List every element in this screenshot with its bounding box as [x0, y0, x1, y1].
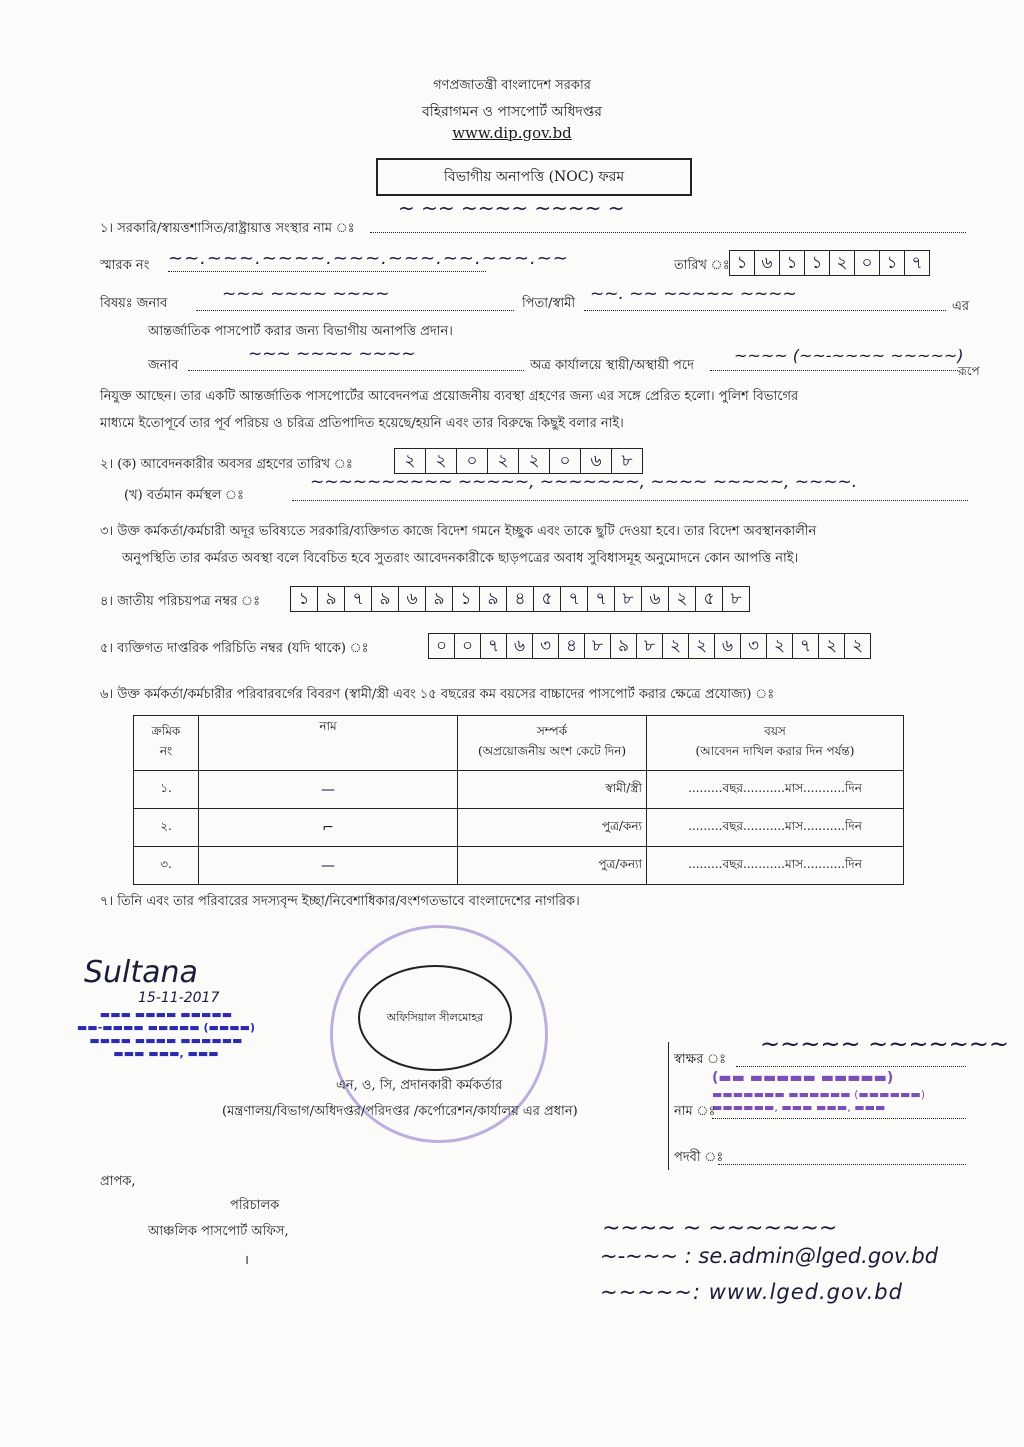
father-name-handwritten: ~~. ~~ ~~~~~ ~~~~ [590, 284, 797, 304]
digit-box: ৬ [580, 449, 611, 473]
name-dotted-line [712, 1118, 966, 1119]
digit-box: ৮ [614, 587, 641, 611]
subject-label: বিষয়ঃ জনাব [100, 296, 168, 311]
official-seal-placeholder: অফিসিয়াল সীলমোহর [358, 965, 512, 1071]
officer-line2: (মন্ত্রণালয়/বিভাগ/অধিদপ্তর/পরিদপ্তর /কর্পোরেশন/কার্যালয় এর প্রধান) [222, 1104, 578, 1119]
memo-date-boxes [729, 250, 930, 276]
name-header: নাম [199, 716, 458, 771]
digit-box: ২ [829, 251, 854, 275]
row-name: ⌐ [199, 809, 458, 847]
age-header [647, 716, 904, 771]
contact-website-address: www.lged.gov.bd [708, 1280, 903, 1304]
table-row [134, 847, 904, 885]
row-serial: ১. [134, 771, 199, 809]
digit-box: ২ [844, 634, 870, 658]
digit-box: ২ [425, 449, 456, 473]
digit-box: ৯ [610, 634, 636, 658]
website-link[interactable]: www.dip.gov.bd [452, 124, 572, 142]
relation-header-line1: সম্পর্ক [536, 724, 568, 738]
digit-box: ০ [549, 449, 580, 473]
serial-header-line2: নং [159, 744, 173, 758]
item3-line2: অনুপস্থিতি তার কর্মরত অবস্থা বলে বিবেচিত হবে সুতরাং আবেদনকারীকে ছাড়পত্রের অবাধ সুবিধাসমূহ অনুমোদনে কোন আপত্তি নাই। [122, 551, 799, 566]
officer-line1: এন, ও, সি, প্রদানকারী কর্মকর্তার [336, 1078, 503, 1093]
designation-label: পদবী ঃ [674, 1150, 724, 1165]
name-label: নাম ঃ [674, 1104, 716, 1119]
digit-box: ২ [688, 634, 714, 658]
digit-box: ৬ [641, 587, 668, 611]
digit-box: ৮ [722, 587, 749, 611]
digit-box: ১ [452, 587, 479, 611]
digit-box: ০ [456, 449, 487, 473]
body-paragraph-line2: মাধ্যমে ইতোপূর্বে তার পূর্ব পরিচয় ও চরিত্র প্রতিপাদিত হয়েছে/হয়নি এবং তার বিরুদ্ধে কিছুই বলার নাই। [100, 416, 624, 431]
digit-box: ৯ [425, 587, 452, 611]
digit-box: ১ [879, 251, 904, 275]
age-header-line2: (আবেদন দাখিল করার দিন পর্যন্ত) [695, 744, 855, 758]
digit-box: ২ [487, 449, 518, 473]
row-age: .........বছর...........মাস...........দিন [647, 847, 904, 885]
designation-dotted-line [718, 1164, 966, 1165]
father-husband-label: পিতা/স্বামী [522, 296, 576, 311]
contact-email-address: se.admin@lged.gov.bd [698, 1244, 939, 1268]
subject-suffix: এর [952, 299, 970, 314]
row-serial: ২. [134, 809, 199, 847]
digit-box: ৮ [611, 449, 642, 473]
body-name-dotted-line [188, 370, 524, 371]
recipient-director: পরিচালক [230, 1198, 280, 1213]
rupe-text: রূপে [958, 364, 980, 378]
digit-box: ১ [736, 253, 748, 273]
memo-dotted-line [168, 271, 486, 272]
right-signature: ~~~~~ ~~~~~~~ [760, 1030, 1009, 1058]
digit-box: ২ [766, 634, 792, 658]
family-table [133, 715, 904, 885]
relation-header-line2: (অপ্রয়োজনীয় অংশ কেটে দিন) [477, 744, 627, 758]
digit-box: ৮ [584, 634, 610, 658]
digit-box: ৫ [695, 587, 722, 611]
digit-box: ০ [435, 636, 448, 656]
digit-box: ০ [854, 251, 879, 275]
officer-name-stamp: (▬▬ ▬▬▬▬▬ ▬▬▬▬▬) [712, 1070, 894, 1086]
memo-number-handwritten: ~~.~~~.~~~~.~~~.~~~.~~.~~~.~~ [168, 248, 569, 269]
item2a-label: ২। (ক) আবেদনকারীর অবসর গ্রহণের তারিখ ঃ [100, 457, 353, 472]
recipient-label: প্রাপক, [100, 1174, 136, 1189]
item4-label: ৪। জাতীয় পরিচয়পত্র নম্বর ঃ [100, 594, 261, 609]
relation-header [458, 716, 647, 771]
row-age: .........বছর...........মাস...........দিন [647, 771, 904, 809]
row-relation: পুত্র/কন্যা [458, 847, 647, 885]
digit-box: ৭ [344, 587, 371, 611]
digit-box: ২ [404, 451, 416, 471]
digit-box: ১ [298, 589, 310, 609]
signature-block-divider [668, 1042, 669, 1170]
office-text: অত্র কার্যালয়ে স্থায়ী/অস্থায়ী পদে [530, 358, 694, 373]
department-header: বহিরাগমন ও পাসপোর্ট অধিদপ্তর [421, 104, 603, 120]
sign-dotted-line [736, 1066, 966, 1067]
digit-box: ৭ [904, 251, 929, 275]
subject-name-dotted-line [196, 310, 514, 311]
digit-box: ১ [804, 251, 829, 275]
post-dotted-line [710, 370, 958, 371]
recipient-office: আঞ্চলিক পাসপোর্ট অফিস, [148, 1224, 289, 1239]
contact-phone-handwritten: ~~~~ ~ ~~~~~~~ [602, 1216, 838, 1241]
row-name: — [199, 847, 458, 885]
item1-dotted-line [370, 232, 966, 233]
digit-box: ৮ [636, 634, 662, 658]
digit-box: ৭ [560, 587, 587, 611]
applicant-name-handwritten: ~~~ ~~~~ ~~~~ [222, 284, 390, 304]
digit-box: ৬ [506, 634, 532, 658]
sign-label: স্বাক্ষর ঃ [674, 1052, 727, 1067]
digit-box: ৫ [533, 587, 560, 611]
janab-label: জনাব [148, 358, 179, 373]
digit-box: ৩ [532, 634, 558, 658]
left-signature: Sultana [84, 955, 198, 990]
digit-box: ৯ [317, 587, 344, 611]
workplace-dotted-line [292, 500, 968, 501]
item5-label: ৫। ব্যক্তিগত দাপ্তরিক পরিচিতি নম্বর (যদি থাকে) ঃ [100, 641, 369, 656]
workplace-handwritten: ~~~~~~~~~~ ~~~~~, ~~~~~~~, ~~~~ ~~~~~, ~~~~. [310, 472, 858, 492]
digit-box: ২ [662, 634, 688, 658]
memo-label: স্মারক নং [100, 258, 150, 273]
retirement-date-boxes [394, 448, 643, 474]
digit-box: ৯ [479, 587, 506, 611]
digit-box: ২ [668, 587, 695, 611]
officer-designation-stamp: ▬▬▬▬▬▬▬ ▬▬▬▬▬▬ (▬▬▬▬▬▬) ▬▬▬▬▬▬, ▬▬▬ ▬▬▬, ▬▬▬ [712, 1088, 926, 1114]
left-blue-stamp: ▬▬▬ ▬▬▬▬ ▬▬▬▬▬ ▬▬-▬▬▬▬ ▬▬▬▬▬ (▬▬▬▬) ▬▬▬▬ ▬▬▬▬ ▬▬▬▬▬▬ ▬▬▬ ▬▬▬, ▬▬▬ [76, 1008, 256, 1060]
row-relation: পুত্র/কন্য [458, 809, 647, 847]
father-dotted-line [584, 310, 946, 311]
digit-box: ০ [454, 634, 480, 658]
digit-box: ৭ [587, 587, 614, 611]
row-name: — [199, 771, 458, 809]
digit-box: ৪ [506, 587, 533, 611]
digit-box: ২ [518, 449, 549, 473]
age-header-line1: বয়স [764, 724, 786, 738]
serial-header-line1: ক্রমিক [151, 724, 181, 738]
item1-label: ১। সরকারি/স্বায়ত্তশাসিত/রাষ্ট্রায়াত্ত সংস্থার নাম ঃ [100, 221, 355, 236]
official-id-boxes [428, 633, 871, 659]
digit-box: ৭ [480, 634, 506, 658]
table-row [134, 771, 904, 809]
digit-box: ৭ [792, 634, 818, 658]
contact-email-handwritten [600, 1244, 938, 1268]
digit-box: ৬ [398, 587, 425, 611]
row-serial: ৩. [134, 847, 199, 885]
nid-number-boxes [290, 586, 750, 612]
item2b-label: (খ) বর্তমান কর্মস্থল ঃ [124, 488, 244, 503]
digit-box: ৬ [754, 251, 779, 275]
digit-box: ৩ [740, 634, 766, 658]
organization-name-handwritten: ~ ~~ ~~~~ ~~~~ ~ [398, 196, 625, 220]
subject-line2: আন্তর্জাতিক পাসপোর্ট করার জন্য বিভাগীয় অনাপত্তি প্রদান। [148, 324, 453, 339]
digit-box: ৯ [371, 587, 398, 611]
recipient-office-continuation: । [244, 1253, 249, 1268]
form-title: বিভাগীয় অনাপত্তি (NOC) ফরম [376, 158, 692, 196]
serial-header [134, 716, 199, 771]
family-table-header [134, 716, 904, 771]
memo-date-label: তারিখ ঃ [674, 258, 730, 273]
row-relation: স্বামী/স্ত্রী [458, 771, 647, 809]
contact-email-prefix: ~-~~~ : [600, 1244, 699, 1268]
left-signature-date: 15-11-2017 [138, 990, 220, 1006]
govt-header: গণপ্রজাতন্ত্রী বাংলাদেশ সরকার [433, 78, 591, 93]
item3-line1: ৩। উক্ত কর্মকর্তা/কর্মচারী অদূর ভবিষ্যতে সরকারি/ব্যক্তিগত কাজে বিদেশ গমনে ইচ্ছুক এবং তাকে ছুটি দেওয়া হবে। তার বিদেশ অবস্থানকালীন [100, 524, 817, 539]
contact-website-handwritten [600, 1280, 903, 1304]
digit-box: ৬ [714, 634, 740, 658]
item7-label: ৭। তিনি এবং তার পরিবারের সদস্যবৃন্দ ইচ্ছা/নিবেশাধিকার/বংশগতভাবে বাংলাদেশের নাগরিক। [100, 894, 580, 909]
digit-box: ২ [818, 634, 844, 658]
body-paragraph-line1: নিযুক্ত আছেন। তার একটি আন্তর্জাতিক পাসপোর্টের আবেদনপত্র প্রয়োজনীয় ব্যবস্থা গ্রহণের জন্য এর সঙ্গে প্রেরিত হলো। পুলিশ বিভাগের [100, 389, 799, 404]
contact-website-prefix: ~~~~~: [600, 1280, 709, 1304]
table-row [134, 809, 904, 847]
applicant-name-2-handwritten: ~~~ ~~~~ ~~~~ [248, 344, 416, 364]
post-handwritten: ~~~~ (~~-~~~~ ~~~~~) [734, 346, 964, 365]
item6-label: ৬। উক্ত কর্মকর্তা/কর্মচারীর পরিবারবর্গের বিবরণ (স্বামী/স্ত্রী এবং ১৫ বছরের কম বয়সের বাচ্চাদের পাসপোর্ট করার ক্ষেত্রে প্রযোজ্য) ঃ [100, 687, 775, 702]
digit-box: ৪ [558, 634, 584, 658]
row-age: .........বছর...........মাস...........দিন [647, 809, 904, 847]
digit-box: ১ [779, 251, 804, 275]
